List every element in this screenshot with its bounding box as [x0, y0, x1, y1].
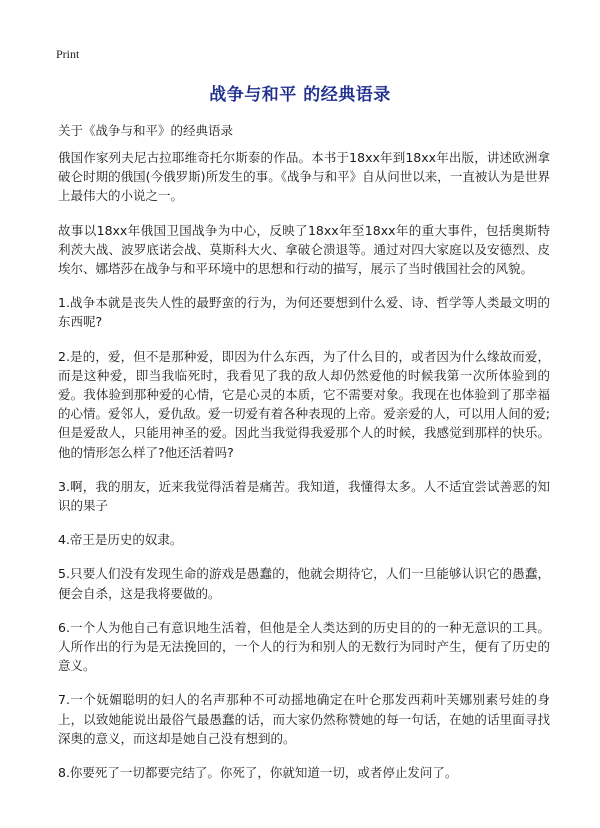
print-label: Print	[56, 47, 80, 61]
quote-1: 1.战争本就是丧失人性的最野蛮的行为，为何还要想到什么爱、诗、哲学等人类最文明的东西呢?	[58, 295, 550, 330]
quote-7: 7.一个妩媚聪明的妇人的名声那种不可动摇地确定在叶仑那发西莉叶芙娜别素号娃的身上，以致她能说出最俗气最愚蠢的话，而大家仍然称赞她的每一句话，在她的话里面寻找深奥的意义，而这却是她自己没有想到的。	[58, 692, 550, 746]
quote-5: 5.只要人们没有发现生命的游戏是愚蠢的，他就会期待它，人们一旦能够认识它的愚蠢，便会自杀，这是我将要做的。	[58, 566, 550, 601]
quote-3: 3.啊，我的朋友，近来我觉得活着是痛苦。我知道，我懂得太多。人不适宜尝试善恶的知识的果子	[58, 478, 550, 514]
summary-paragraph: 故事以18xx年俄国卫国战争为中心，反映了18xx年至18xx年的重大事件，包括奥斯特利茨大战、波罗底诺会战、莫斯科大火、拿破仑溃退等。通过对四大家庭以及安德烈、皮埃尔、娜塔莎在战争与和平环境中的思想和行动的描写，展示了当时俄国社会的风貌。	[58, 222, 550, 277]
document-body	[58, 148, 550, 797]
quote-6: 6.一个人为他自己有意识地生活着，但他是全人类达到的历史目的的一种无意识的工具。人所作出的行为是无法挽回的，一个人的行为和别人的无数行为同时产生，便有了历史的意义。	[58, 619, 550, 674]
document-subtitle: 关于《战争与和平》的经典语录	[58, 123, 234, 138]
intro-paragraph: 俄国作家列夫尼古拉耶维奇托尔斯泰的作品。本书于18xx年到18xx年出版，讲述欧洲拿破仑时期的俄国(今俄罗斯)所发生的事。《战争与和平》自从问世以来，一直被认为是世界上最伟大的小说之一。	[58, 150, 550, 204]
page-title: 战争与和平 的经典语录	[209, 85, 391, 105]
quote-2: 2.是的，爱，但不是那种爱，即因为什么东西，为了什么目的，或者因为什么缘故而爱，而是这种爱，即当我临死时，我看见了我的敌人却仍然爱他的时候我第一次所体验到的爱。我体验到那种爱的心情，它是心灵的本质，它不需要对象。我现在也体验到了那幸福的心情。爱邻人，爱仇敌。爱一切爱有着各种表现的上帝。爱亲爱的人，可以用人间的爱;但是爱敌人，只能用神圣的爱。因此当我觉得我爱那个人的时候，我感觉到那样的快乐。他的情形怎么样了?他还活着吗?	[58, 348, 550, 460]
quote-4: 4.帝王是历史的奴隶。	[58, 532, 183, 548]
quote-8: 8.你要死了一切都要完结了。你死了，你就知道一切，或者停止发问了。	[58, 765, 458, 781]
